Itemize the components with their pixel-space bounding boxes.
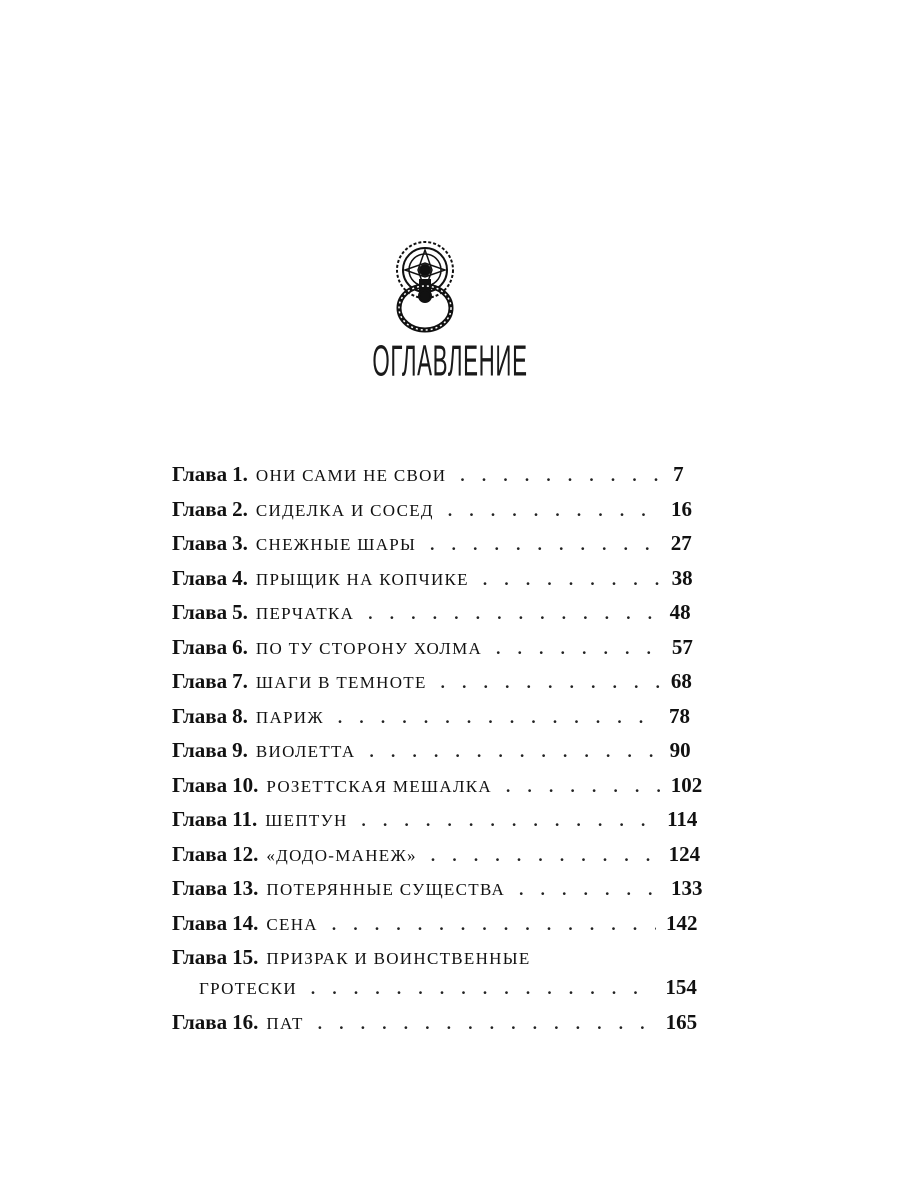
page-number: 57 <box>671 634 693 659</box>
dot-leader <box>318 1014 656 1034</box>
chapter-word: Глава <box>172 841 228 866</box>
page-number: 68 <box>670 669 692 693</box>
page-number: 154 <box>665 975 697 999</box>
dot-leader <box>369 742 659 762</box>
chapter-number: 12. <box>232 841 259 866</box>
chapter-word: Глава <box>172 738 228 762</box>
chapter-number: 11. <box>232 807 258 831</box>
toc-entry[interactable] <box>172 634 693 670</box>
chapter-number: 14. <box>232 910 259 935</box>
page-number: 102 <box>670 772 703 797</box>
table-of-contents <box>172 462 703 1044</box>
chapter-word: Глава <box>172 807 228 831</box>
toc-entry[interactable] <box>172 703 691 739</box>
toc-entry[interactable] <box>172 807 698 842</box>
page-number: 124 <box>668 841 701 866</box>
chapter-number: 10. <box>232 772 259 797</box>
chapter-title: СНЕЖНЫЕ ШАРЫ <box>255 535 417 554</box>
chapter-title: ПО ТУ СТОРОНУ ХОЛМА <box>255 638 483 658</box>
chapter-title: РОЗЕТТСКАЯ МЕШАЛКА <box>266 776 492 796</box>
page-number: 114 <box>667 807 698 831</box>
chapter-title: ПЕРЧАТКА <box>255 604 355 623</box>
dot-leader <box>332 915 656 935</box>
dot-leader <box>448 501 661 521</box>
toc-entry[interactable] <box>172 462 684 497</box>
chapter-word: Глава <box>172 910 228 935</box>
chapter-word: Глава <box>172 531 228 555</box>
toc-entry[interactable] <box>172 738 691 773</box>
toc-entry-continuation[interactable] <box>172 975 697 1010</box>
chapter-word: Глава <box>172 772 228 797</box>
chapter-number: 7. <box>232 669 248 693</box>
chapter-word: Глава <box>172 565 228 590</box>
chapter-number: 2. <box>232 496 248 521</box>
chapter-title: ПОТЕРЯННЫЕ СУЩЕСТВА <box>266 880 506 899</box>
toc-entry[interactable] <box>172 772 703 808</box>
page-number: 133 <box>671 876 703 900</box>
chapter-number: 9. <box>232 738 248 762</box>
page-number: 16 <box>671 496 693 521</box>
chapter-title: ШАГИ В ТЕМНОТЕ <box>255 673 427 692</box>
chapter-word: Глава <box>172 462 228 486</box>
chapter-title-continuation: ГРОТЕСКИ <box>199 979 297 998</box>
dot-leader <box>431 846 659 866</box>
chapter-number: 4. <box>232 565 248 590</box>
page-number: 7 <box>673 462 684 486</box>
chapter-word: Глава <box>172 945 228 969</box>
chapter-word: Глава <box>172 669 228 693</box>
door-knocker-icon <box>380 238 470 334</box>
chapter-number: 8. <box>232 703 248 728</box>
toc-entry[interactable] <box>172 496 693 532</box>
dot-leader <box>483 570 662 590</box>
chapter-title: ПАРИЖ <box>255 707 324 727</box>
chapter-number: 3. <box>232 531 248 555</box>
dot-leader <box>362 811 658 831</box>
dot-leader <box>506 777 661 797</box>
chapter-title: СЕНА <box>266 914 318 934</box>
toc-entry[interactable] <box>172 531 692 566</box>
dot-leader <box>441 673 661 693</box>
chapter-number: 1. <box>232 462 248 486</box>
chapter-title: ПРЫЩИК НА КОПЧИКЕ <box>255 569 469 589</box>
dot-leader <box>496 639 662 659</box>
chapter-word: Глава <box>172 600 228 624</box>
toc-entry[interactable] <box>172 669 692 704</box>
chapter-word: Глава <box>172 634 228 659</box>
dot-leader <box>430 535 661 555</box>
toc-entry[interactable] <box>172 1009 698 1045</box>
chapter-number: 13. <box>232 876 259 900</box>
chapter-title: СИДЕЛКА И СОСЕД <box>255 500 434 520</box>
chapter-number: 5. <box>232 600 248 624</box>
page-number: 48 <box>669 600 691 624</box>
page-number: 78 <box>669 703 691 728</box>
toc-entry[interactable] <box>172 841 701 877</box>
chapter-title: ШЕПТУН <box>265 811 348 830</box>
chapter-title: ПРИЗРАК И ВОИНСТВЕННЫЕ <box>266 949 531 968</box>
chapter-word: Глава <box>172 876 228 900</box>
dot-leader <box>460 466 663 486</box>
toc-entry[interactable] <box>172 945 675 975</box>
chapter-number: 16. <box>232 1009 259 1034</box>
dot-leader <box>338 708 659 728</box>
toc-entry[interactable] <box>172 910 698 946</box>
page-number: 142 <box>665 910 698 935</box>
chapter-title: ПАТ <box>266 1013 304 1033</box>
chapter-title: ВИОЛЕТТА <box>255 742 356 761</box>
page-title: ОГЛАВЛЕНИЕ <box>372 335 528 385</box>
toc-entry[interactable] <box>172 600 691 635</box>
page-number: 27 <box>670 531 692 555</box>
chapter-number: 15. <box>232 945 259 969</box>
page-number: 38 <box>671 565 693 590</box>
chapter-number: 6. <box>232 634 248 659</box>
chapter-word: Глава <box>172 496 228 521</box>
chapter-title: ОНИ САМИ НЕ СВОИ <box>255 466 447 485</box>
page-number: 165 <box>665 1009 698 1034</box>
toc-entry[interactable] <box>172 876 703 911</box>
chapter-word: Глава <box>172 703 228 728</box>
dot-leader <box>311 979 656 999</box>
chapter-title: «ДОДО-МАНЕЖ» <box>266 845 417 865</box>
page-number: 90 <box>669 738 691 762</box>
chapter-word: Глава <box>172 1009 228 1034</box>
dot-leader <box>519 880 661 900</box>
dot-leader <box>368 604 659 624</box>
toc-entry[interactable] <box>172 565 693 601</box>
